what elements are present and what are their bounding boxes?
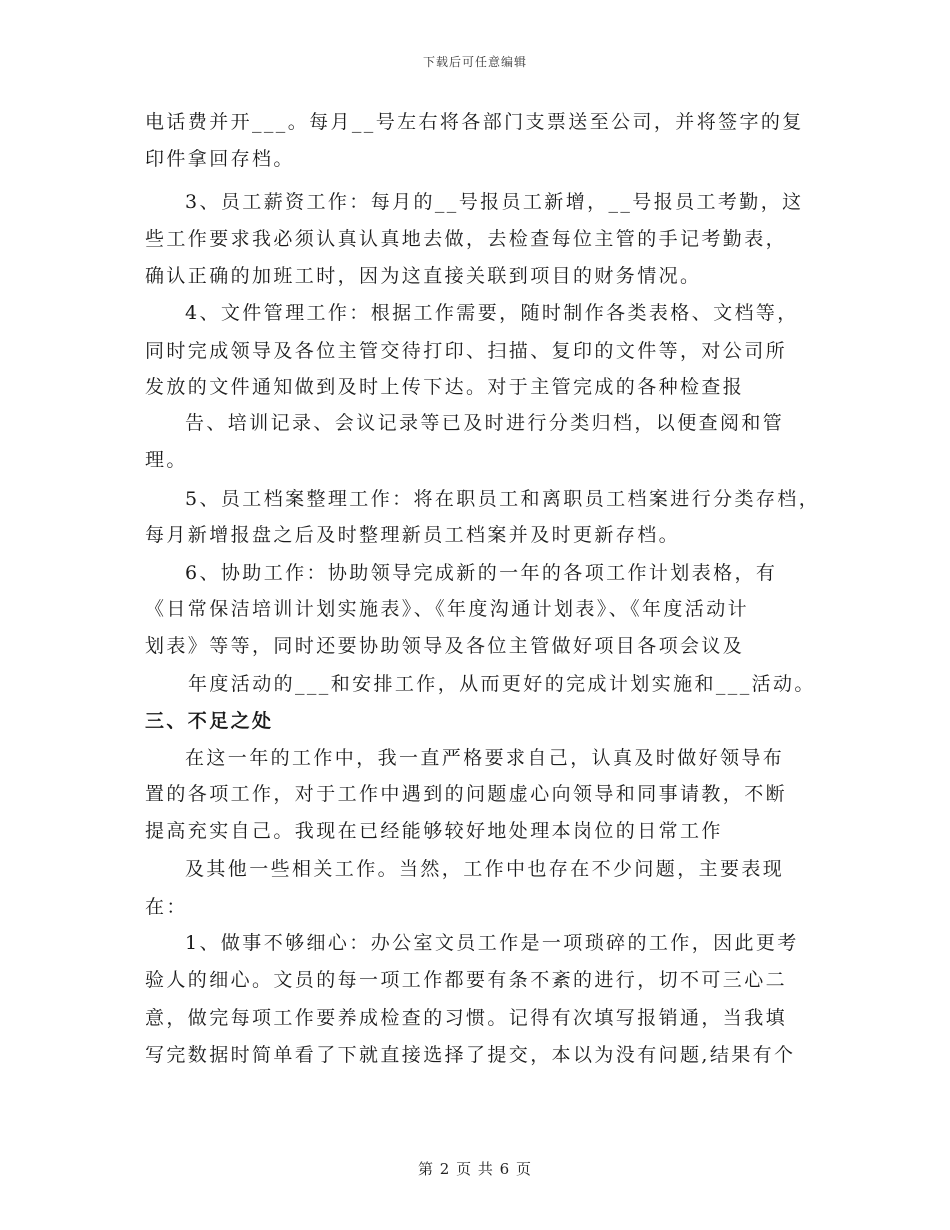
- text-line: 在这一年的工作中，我一直严格要求自己，认真及时做好领导布: [185, 747, 785, 769]
- text-line: 同时完成领导及各位主管交待打印、扫描、复印的文件等，对公司所: [145, 340, 788, 362]
- text-line: 6、协助工作：协助领导完成新的一年的各项工作计划表格，有: [185, 562, 778, 584]
- text-line: 5、员工档案整理工作：将在职员工和离职员工档案进行分类存档，: [185, 488, 821, 510]
- page-number: 第 2 页 共 6 页: [418, 1160, 532, 1178]
- text-line: 电话费并开___。每月__号左右将各部门支票送至公司，并将签字的复: [145, 111, 804, 133]
- text-line: 1、做事不够细心：办公室文员工作是一项琐碎的工作，因此更考: [185, 932, 799, 954]
- text-line: 《日常保洁培训计划实施表》、《年度沟通计划表》、《年度活动计: [145, 598, 750, 620]
- section-heading: 三、不足之处: [145, 710, 274, 732]
- text-line: 在：: [145, 896, 188, 918]
- text-line: 发放的文件通知做到及时上传下达。对于主管完成的各种检查报: [145, 376, 745, 398]
- text-line: 每月新增报盘之后及时整理新员工档案并及时更新存档。: [145, 524, 681, 546]
- text-line: 置的各项工作，对于工作中遇到的问题虚心向领导和同事请教，不断: [145, 783, 788, 805]
- text-line: 4、文件管理工作：根据工作需要，随时制作各类表格、文档等，: [185, 302, 799, 324]
- text-line: 理。: [145, 449, 188, 471]
- text-line: 验人的细心。文员的每一项工作都要有条不紊的进行，切不可三心二: [145, 969, 788, 991]
- text-line: 划表》等等，同时还要协助领导及各位主管做好项目各项会议及: [145, 635, 745, 657]
- header-note: 下载后可任意编辑: [422, 55, 527, 69]
- text-line: 确认正确的加班工时，因为这直接关联到项目的财务情况。: [145, 265, 702, 287]
- text-line: 3、员工薪资工作：每月的__号报员工新增，__号报员工考勤，这: [185, 191, 804, 213]
- text-line: 印件拿回存档。: [145, 148, 295, 170]
- text-line: 写完数据时简单看了下就直接选择了提交，本以为没有问题,结果有个: [145, 1044, 796, 1066]
- text-line: 年度活动的___和安排工作，从而更好的完成计划实施和___活动。: [188, 673, 816, 695]
- text-line: 提高充实自己。我现在已经能够较好地处理本岗位的日常工作: [145, 820, 723, 842]
- text-line: 及其他一些相关工作。当然，工作中也存在不少问题，主要表现: [185, 858, 785, 880]
- text-line: 意，做完每项工作要养成检查的习惯。记得有次填写报销通，当我填: [145, 1007, 788, 1029]
- text-line: 些工作要求我必须认真认真地去做，去检查每位主管的手记考勤表，: [145, 228, 788, 250]
- text-line: 告、培训记录、会议记录等已及时进行分类归档，以便查阅和管: [185, 412, 785, 434]
